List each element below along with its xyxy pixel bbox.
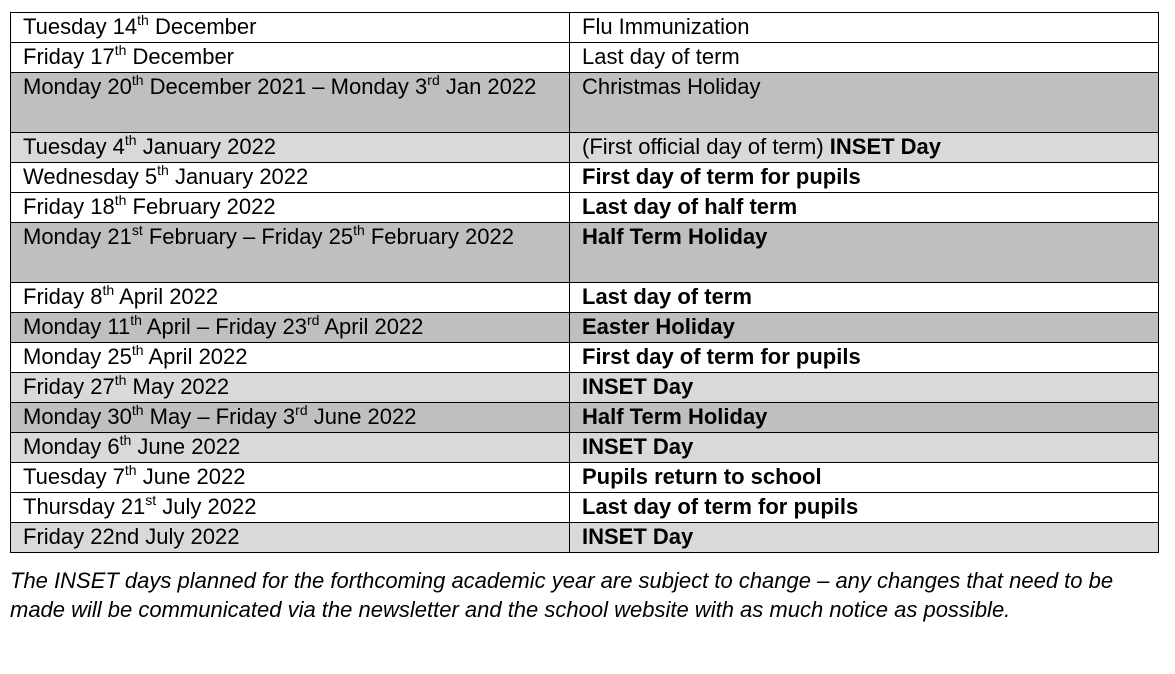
date-text: June 2022 (131, 434, 241, 459)
event-text: Easter Holiday (582, 314, 735, 339)
date-text: Tuesday 7 (23, 464, 125, 489)
date-text: Friday 17 (23, 44, 115, 69)
ordinal-suffix: st (145, 491, 157, 508)
schedule-row (11, 463, 1159, 493)
schedule-row (11, 163, 1159, 193)
date-text: April 2022 (143, 344, 248, 369)
event-cell (570, 283, 1159, 313)
date-text: Monday 11 (23, 314, 131, 339)
date-text: April 2022 (319, 314, 424, 339)
date-text: April 2022 (114, 284, 219, 309)
schedule-row (11, 283, 1159, 313)
event-text: INSET Day (582, 524, 694, 549)
event-text: INSET Day (582, 434, 694, 459)
ordinal-suffix: th (157, 161, 169, 178)
event-cell (570, 133, 1159, 163)
date-text: February 2022 (126, 194, 276, 219)
event-text: First day of term for pupils (582, 344, 861, 369)
event-cell (570, 523, 1159, 553)
schedule-row (11, 223, 1159, 283)
ordinal-suffix: rd (295, 401, 308, 418)
event-text: Half Term Holiday (582, 404, 768, 429)
inset-footnote: The INSET days planned for the forthcoming academic year are subject to change – any changes that need to be made will be communicated via the newsletter and the school website with as much notice as possible. (10, 568, 1114, 622)
event-text: Christmas Holiday (582, 74, 761, 99)
date-cell (11, 163, 570, 193)
date-text: Monday 20 (23, 74, 132, 99)
ordinal-suffix: th (102, 281, 115, 298)
date-text: April – Friday 23 (141, 314, 307, 339)
schedule-row (11, 133, 1159, 163)
date-cell (11, 43, 570, 73)
ordinal-suffix: th (124, 461, 137, 478)
event-text: Last day of term (582, 44, 740, 69)
ordinal-suffix: th (130, 311, 142, 328)
date-text: Monday 30 (23, 404, 132, 429)
ordinal-suffix: th (353, 221, 365, 238)
event-text: Last day of half term (582, 194, 798, 219)
schedule-row (11, 373, 1159, 403)
event-text: First day of term for pupils (582, 164, 861, 189)
date-text: December 2021 – Monday 3 (143, 74, 428, 99)
event-cell (570, 343, 1159, 373)
event-cell (570, 463, 1159, 493)
event-cell (570, 403, 1159, 433)
ordinal-suffix: st (131, 221, 143, 238)
date-text: December (148, 14, 257, 39)
schedule-row (11, 523, 1159, 553)
date-text: Friday 18 (23, 194, 115, 219)
event-text: INSET Day (582, 374, 694, 399)
schedule-row (11, 43, 1159, 73)
date-text: Friday 27 (23, 374, 115, 399)
event-text: Half Term Holiday (582, 224, 768, 249)
schedule-row (11, 493, 1159, 523)
event-cell (570, 13, 1159, 43)
date-text: January 2022 (136, 134, 277, 159)
date-cell (11, 463, 570, 493)
event-cell (570, 73, 1159, 133)
event-cell (570, 43, 1159, 73)
schedule-row (11, 403, 1159, 433)
date-text: May 2022 (126, 374, 230, 399)
date-text: Friday 8 (23, 284, 103, 309)
date-cell (11, 523, 570, 553)
ordinal-suffix: th (131, 401, 144, 418)
date-cell (11, 373, 570, 403)
ordinal-suffix: rd (427, 71, 440, 88)
date-cell (11, 403, 570, 433)
event-cell (570, 433, 1159, 463)
date-cell (11, 283, 570, 313)
ordinal-suffix: th (131, 71, 144, 88)
event-text: INSET Day (829, 134, 942, 159)
schedule-row (11, 313, 1159, 343)
ordinal-suffix: th (131, 341, 144, 358)
event-cell (570, 223, 1159, 283)
ordinal-suffix: th (114, 371, 127, 388)
event-cell (570, 373, 1159, 403)
date-text: Wednesday 5 (23, 164, 158, 189)
date-text: July 2022 (156, 494, 257, 519)
date-cell (11, 223, 570, 283)
event-cell (570, 163, 1159, 193)
date-text: Thursday 21 (23, 494, 146, 519)
date-cell (11, 433, 570, 463)
date-text: Tuesday 4 (23, 134, 125, 159)
date-text: January 2022 (168, 164, 309, 189)
date-text: Monday 6 (23, 434, 120, 459)
event-cell (570, 313, 1159, 343)
date-text: May – Friday 3 (143, 404, 296, 429)
schedule-row (11, 193, 1159, 223)
ordinal-suffix: th (124, 131, 137, 148)
ordinal-suffix: th (114, 191, 127, 208)
schedule-row (11, 433, 1159, 463)
date-text: December (126, 44, 234, 69)
ordinal-suffix: rd (306, 311, 320, 328)
ordinal-suffix: th (137, 11, 149, 28)
schedule-row (11, 73, 1159, 133)
event-text: Last day of term (582, 284, 752, 309)
event-text: (First official day of term) (582, 134, 830, 159)
event-cell (570, 493, 1159, 523)
event-cell (570, 193, 1159, 223)
date-text: June 2022 (136, 464, 246, 489)
date-text: Monday 21 (23, 224, 132, 249)
date-text: Monday 25 (23, 344, 132, 369)
schedule-row (11, 343, 1159, 373)
term-dates-table (10, 12, 1159, 553)
date-cell (11, 313, 570, 343)
date-cell (11, 493, 570, 523)
event-text: Pupils return to school (582, 464, 822, 489)
date-text: Jan 2022 (439, 74, 537, 99)
date-cell (11, 13, 570, 43)
date-text: Tuesday 14 (23, 14, 138, 39)
date-text: Friday 22nd July 2022 (23, 524, 240, 549)
date-text: June 2022 (307, 404, 417, 429)
schedule-row (11, 13, 1159, 43)
date-text: February 2022 (364, 224, 514, 249)
event-text: Flu Immunization (582, 14, 750, 39)
event-text: Last day of term for pupils (582, 494, 859, 519)
date-cell (11, 343, 570, 373)
ordinal-suffix: th (119, 431, 132, 448)
date-cell (11, 193, 570, 223)
date-cell (11, 73, 570, 133)
date-text: February – Friday 25 (142, 224, 354, 249)
date-cell (11, 133, 570, 163)
ordinal-suffix: th (114, 41, 127, 58)
